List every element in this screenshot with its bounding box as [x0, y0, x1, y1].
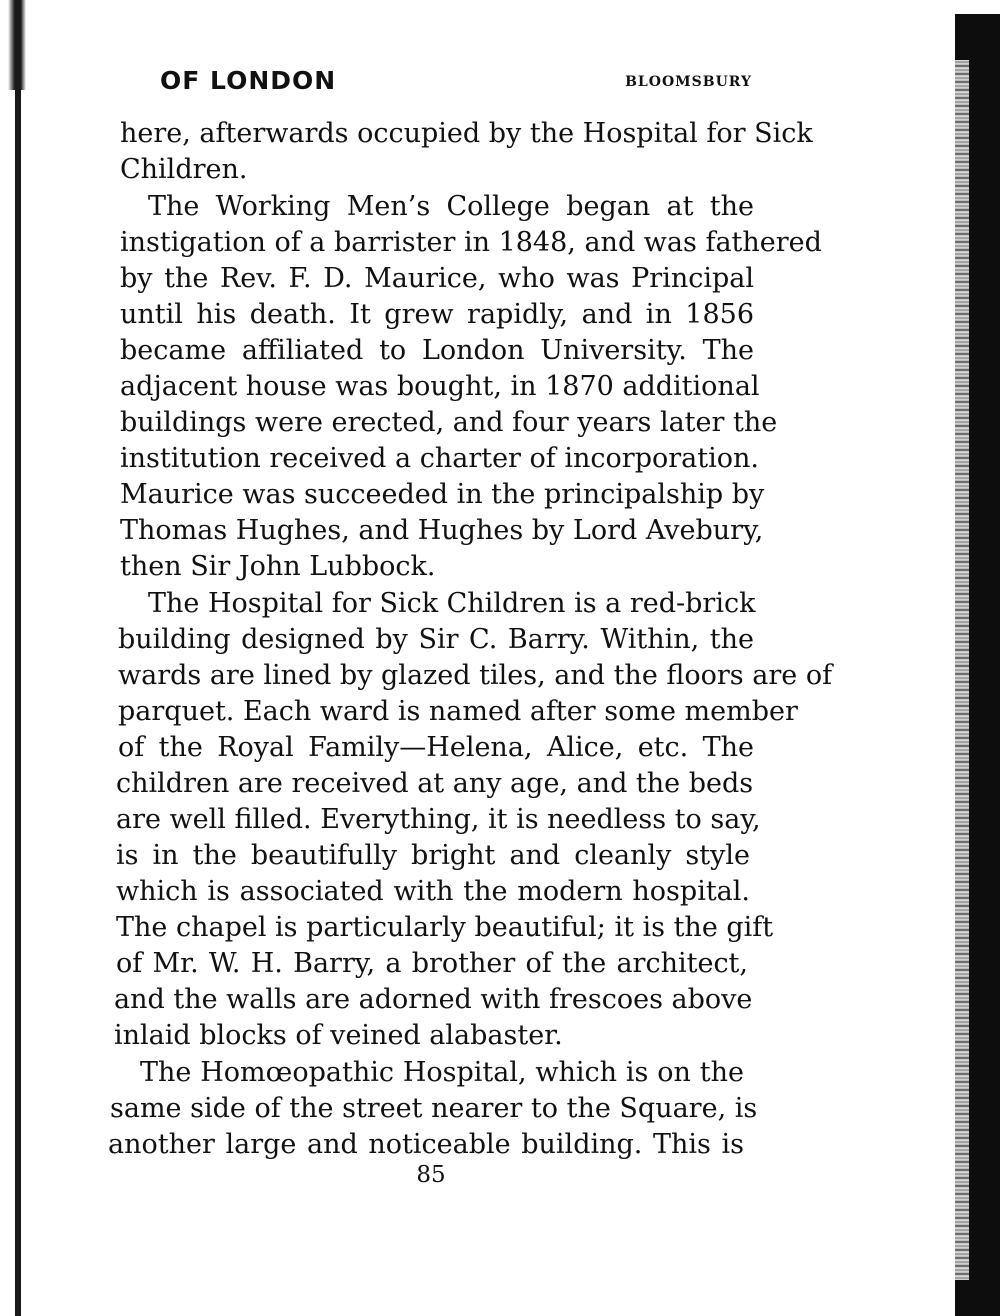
- text-line: another large and noticeable building. This is: [108, 1129, 744, 1160]
- text-line: parquet. Each ward is named after some member: [118, 696, 798, 727]
- text-line: children are received at any age, and the beds: [116, 768, 754, 799]
- text-line: The Hospital for Sick Children is a red-brick: [148, 588, 756, 619]
- scan-right-edge-top: [950, 0, 1000, 14]
- text-line: are well filled. Everything, it is needless to say,: [116, 804, 761, 835]
- text-line: institution received a charter of incorporation.: [120, 443, 759, 474]
- text-line: by the Rev. F. D. Maurice, who was Principal: [120, 263, 754, 294]
- text-line: Maurice was succeeded in the principalship by: [120, 479, 765, 510]
- text-line: and the walls are adorned with frescoes above: [114, 984, 753, 1015]
- text-line: same side of the street nearer to the Square, is: [110, 1093, 758, 1124]
- text-line: The Homœopathic Hospital, which is on the: [140, 1057, 744, 1088]
- text-line: is in the beautifully bright and cleanly style: [116, 840, 750, 871]
- running-head-left: OF LONDON: [160, 66, 337, 95]
- scan-left-edge: [15, 0, 21, 1316]
- text-line: Children.: [120, 154, 248, 185]
- text-line: The chapel is particularly beautiful; it is the gift: [116, 912, 774, 943]
- text-line: became affiliated to London University. The: [120, 335, 754, 366]
- book-page: [108, 0, 833, 1316]
- text-line: of the Royal Family—Helena, Alice, etc. The: [118, 732, 754, 763]
- text-line: wards are lined by glazed tiles, and the floors are of: [118, 660, 833, 691]
- text-line: The Working Men’s College began at the: [148, 191, 754, 222]
- page-number: 85: [416, 1162, 446, 1188]
- running-head-right: BLOOMSBURY: [625, 74, 752, 90]
- text-line: adjacent house was bought, in 1870 additional: [120, 371, 760, 402]
- text-line: here, afterwards occupied by the Hospital for Sick: [120, 118, 813, 149]
- text-line: which is associated with the modern hospital.: [116, 876, 750, 907]
- text-line: instigation of a barrister in 1848, and was fathered: [120, 227, 822, 258]
- running-head: [160, 66, 752, 100]
- scan-right-edge-texture: [955, 60, 969, 1280]
- text-line: inlaid blocks of veined alabaster.: [114, 1020, 563, 1051]
- text-line: of Mr. W. H. Barry, a brother of the architect,: [116, 948, 748, 979]
- text-line: then Sir John Lubbock.: [120, 551, 436, 582]
- text-line: building designed by Sir C. Barry. Within, the: [118, 624, 754, 655]
- text-line: buildings were erected, and four years later the: [120, 407, 778, 438]
- text-line: Thomas Hughes, and Hughes by Lord Avebury,: [120, 515, 764, 546]
- text-line: until his death. It grew rapidly, and in 1856: [120, 299, 754, 330]
